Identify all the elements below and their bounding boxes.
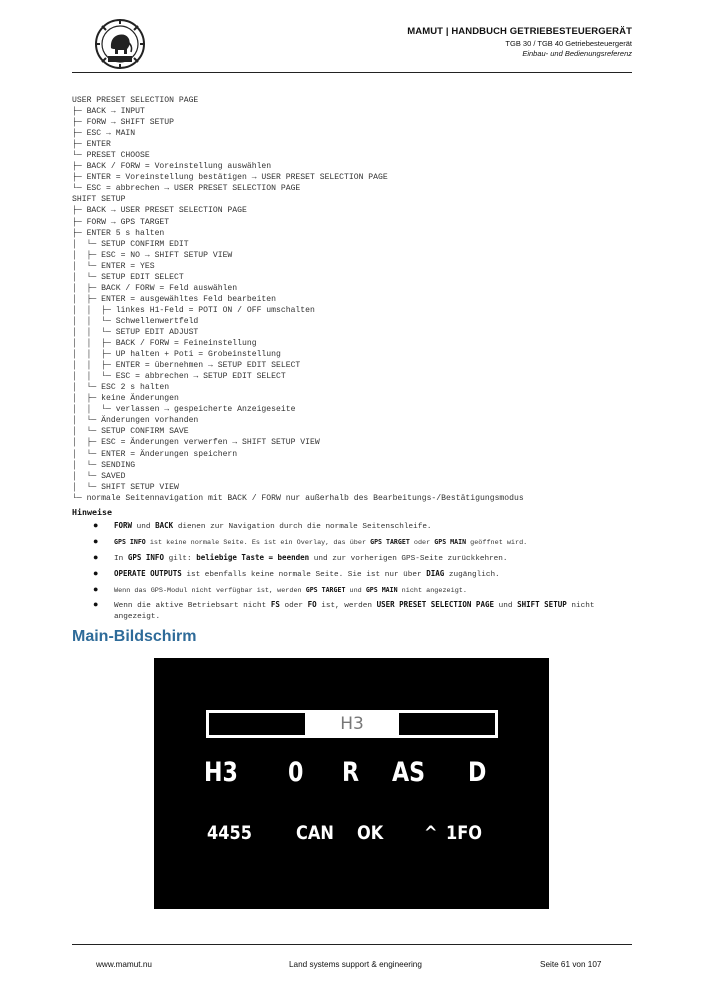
bullet-icon: ● bbox=[93, 584, 99, 595]
display-mode-as: AS bbox=[392, 757, 426, 788]
document-subtitle-2: Einbau- und Bedienungsreferenz bbox=[522, 49, 632, 58]
tree-line: │ └─ SETUP CONFIRM SAVE bbox=[72, 427, 189, 437]
document-subtitle: TGB 30 / TGB 40 Getriebesteuergerät bbox=[505, 39, 632, 48]
progress-bar-label: H3 bbox=[340, 714, 364, 734]
note-text: ist keine normale Seite. Es ist ein Overlay, das über bbox=[145, 538, 371, 547]
hinweis-item bbox=[93, 553, 638, 565]
display-value-0: 0 bbox=[288, 757, 304, 788]
page-header bbox=[72, 12, 632, 72]
tree-line: └─ normale Seitennavigation mit BACK / FORW nur außerhalb des Bearbeitungs-/Bestätigungsmodus bbox=[72, 493, 524, 503]
tree-line: │ └─ Änderungen vorhanden bbox=[72, 416, 199, 426]
tree-line: ├─ ESC → MAIN bbox=[72, 129, 136, 139]
hinweise-list bbox=[93, 521, 638, 627]
bullet-icon: ● bbox=[93, 536, 99, 547]
tree-line: │ │ └─ SETUP EDIT ADJUST bbox=[72, 327, 199, 337]
tree-line: ├─ FORW → SHIFT SETUP bbox=[72, 118, 174, 128]
tree-line: │ │ ├─ linkes H1-Feld = POTI ON / OFF umschalten bbox=[72, 305, 315, 315]
note-text: dienen zur Navigation durch die normale Seitenschleife. bbox=[173, 523, 432, 531]
note-text: Wenn die aktive Betriebsart nicht bbox=[114, 602, 271, 611]
tree-line: SHIFT SETUP bbox=[72, 195, 126, 205]
menu-tree bbox=[72, 95, 642, 504]
note-text: ist ebenfalls keine normale Seite. Sie ist nur über bbox=[181, 570, 427, 579]
progress-bar bbox=[206, 710, 498, 738]
tree-line: │ └─ SAVED bbox=[72, 471, 126, 481]
tree-line: │ └─ ENTER = YES bbox=[72, 261, 155, 271]
footer-page-number: Seite 61 von 107 bbox=[540, 960, 602, 969]
keyword: GPS INFO bbox=[114, 537, 146, 546]
display-gear: H3 bbox=[204, 757, 238, 788]
display-caret: ^ bbox=[424, 822, 438, 844]
keyword: BACK bbox=[155, 521, 174, 530]
tree-line: ├─ FORW → GPS TARGET bbox=[72, 217, 170, 227]
note-text: und bbox=[494, 602, 518, 611]
bullet-icon: ● bbox=[93, 600, 99, 611]
display-mode-1fo: 1FO bbox=[446, 822, 483, 844]
tree-line: USER PRESET SELECTION PAGE bbox=[72, 96, 199, 105]
bullet-icon: ● bbox=[93, 552, 99, 563]
tree-line: ├─ ENTER 5 s halten bbox=[72, 228, 165, 238]
display-photo bbox=[154, 658, 549, 909]
display-drive-d: D bbox=[468, 757, 487, 788]
keyword: GPS MAIN bbox=[434, 537, 467, 546]
keyword: beliebige Taste = beenden bbox=[196, 552, 310, 562]
hinweis-item bbox=[93, 569, 638, 581]
keyword: FO bbox=[307, 600, 317, 610]
keyword: GPS TARGET bbox=[305, 585, 346, 594]
hinweis-item bbox=[93, 585, 638, 597]
tree-line: └─ ESC = abbrechen → USER PRESET SELECTION PAGE bbox=[72, 184, 301, 194]
footer-website: www.mamut.nu bbox=[96, 960, 152, 969]
note-text: nicht angezeigt. bbox=[397, 586, 467, 595]
tree-line: │ │ ├─ BACK / FORW = Feineinstellung bbox=[72, 339, 257, 349]
tree-line: │ └─ SETUP EDIT SELECT bbox=[72, 272, 184, 282]
tree-line: │ └─ SETUP CONFIRM EDIT bbox=[72, 239, 189, 249]
note-text: und bbox=[345, 586, 366, 595]
keyword: GPS INFO bbox=[127, 552, 164, 562]
note-text: und bbox=[132, 523, 156, 531]
tree-line: │ │ └─ Schwellenwertfeld bbox=[72, 316, 199, 326]
tree-line: ├─ BACK → USER PRESET SELECTION PAGE bbox=[72, 206, 247, 216]
hinweis-item bbox=[93, 537, 638, 549]
tree-line: │ └─ SENDING bbox=[72, 460, 136, 470]
tree-line: │ │ └─ verlassen → gespeicherte Anzeigeseite bbox=[72, 405, 296, 415]
tree-line: │ ├─ ESC = NO → SHIFT SETUP VIEW bbox=[72, 250, 233, 260]
display-value-r: R bbox=[342, 757, 360, 788]
tree-line: │ └─ ENTER = Änderungen speichern bbox=[72, 449, 238, 459]
hinweise-heading: Hinweise bbox=[72, 507, 112, 517]
tree-line: │ ├─ ESC = Änderungen verwerfen → SHIFT SETUP VIEW bbox=[72, 438, 320, 448]
hinweis-item bbox=[93, 521, 638, 533]
note-text: zugänglich. bbox=[444, 570, 500, 579]
note-text: ist, werden bbox=[316, 602, 377, 611]
tree-line: │ ├─ keine Änderungen bbox=[72, 394, 179, 404]
note-text: In bbox=[114, 554, 128, 563]
note-text: gilt: bbox=[163, 554, 197, 563]
section-heading: Main-Bildschirm bbox=[72, 628, 197, 645]
tree-line: ├─ ENTER = Voreinstellung bestätigen → USER PRESET SELECTION PAGE bbox=[72, 173, 388, 183]
tree-line: │ ├─ ENTER = ausgewähltes Feld bearbeiten bbox=[72, 294, 276, 304]
bullet-icon: ● bbox=[93, 521, 99, 531]
keyword: GPS MAIN bbox=[365, 585, 398, 594]
display-rpm: 4455 bbox=[207, 822, 252, 844]
tree-line: │ └─ SHIFT SETUP VIEW bbox=[72, 482, 179, 492]
tree-line: │ │ └─ ESC = abbrechen → SETUP EDIT SELECT bbox=[72, 372, 286, 382]
hinweis-item bbox=[93, 600, 638, 622]
footer-divider bbox=[72, 944, 632, 945]
note-text: nicht angezeigt. bbox=[114, 602, 595, 621]
keyword: FORW bbox=[114, 521, 133, 530]
keyword: FS bbox=[270, 600, 280, 610]
footer-tagline: Land systems support & engineering bbox=[289, 960, 422, 969]
header-divider bbox=[72, 72, 632, 73]
tree-line: └─ PRESET CHOOSE bbox=[72, 151, 150, 161]
keyword: GPS TARGET bbox=[370, 537, 410, 546]
mamut-logo-icon bbox=[94, 18, 146, 70]
tree-line: │ ├─ BACK / FORW = Feld auswählen bbox=[72, 283, 238, 293]
note-text: oder bbox=[279, 602, 308, 611]
note-text: Wenn das GPS-Modul nicht verfügbar ist, werden bbox=[114, 586, 306, 595]
display-ok: OK bbox=[357, 822, 384, 844]
tree-line: ├─ ENTER bbox=[72, 140, 111, 150]
tree-line: │ │ ├─ UP halten + Poti = Grobeinstellung bbox=[72, 350, 281, 360]
bullet-icon: ● bbox=[93, 568, 99, 579]
tree-line: │ └─ ESC 2 s halten bbox=[72, 383, 170, 393]
tree-line: │ │ ├─ ENTER = übernehmen → SETUP EDIT SELECT bbox=[72, 361, 301, 371]
display-can: CAN bbox=[296, 822, 334, 844]
keyword: SHIFT SETUP bbox=[517, 600, 567, 610]
keyword: DIAG bbox=[426, 568, 445, 578]
tree-line: ├─ BACK → INPUT bbox=[72, 107, 145, 117]
note-text: und zur vorherigen GPS-Seite zurückkehren. bbox=[309, 554, 508, 563]
document-title: MAMUT | HANDBUCH GETRIEBESTEUERGERÄT bbox=[407, 26, 632, 37]
note-text: geöffnet wird. bbox=[466, 538, 528, 547]
tree-line: ├─ BACK / FORW = Voreinstellung auswählen bbox=[72, 162, 272, 172]
keyword: USER PRESET SELECTION PAGE bbox=[376, 600, 494, 610]
note-text: oder bbox=[409, 538, 435, 547]
keyword: OPERATE OUTPUTS bbox=[114, 568, 182, 578]
